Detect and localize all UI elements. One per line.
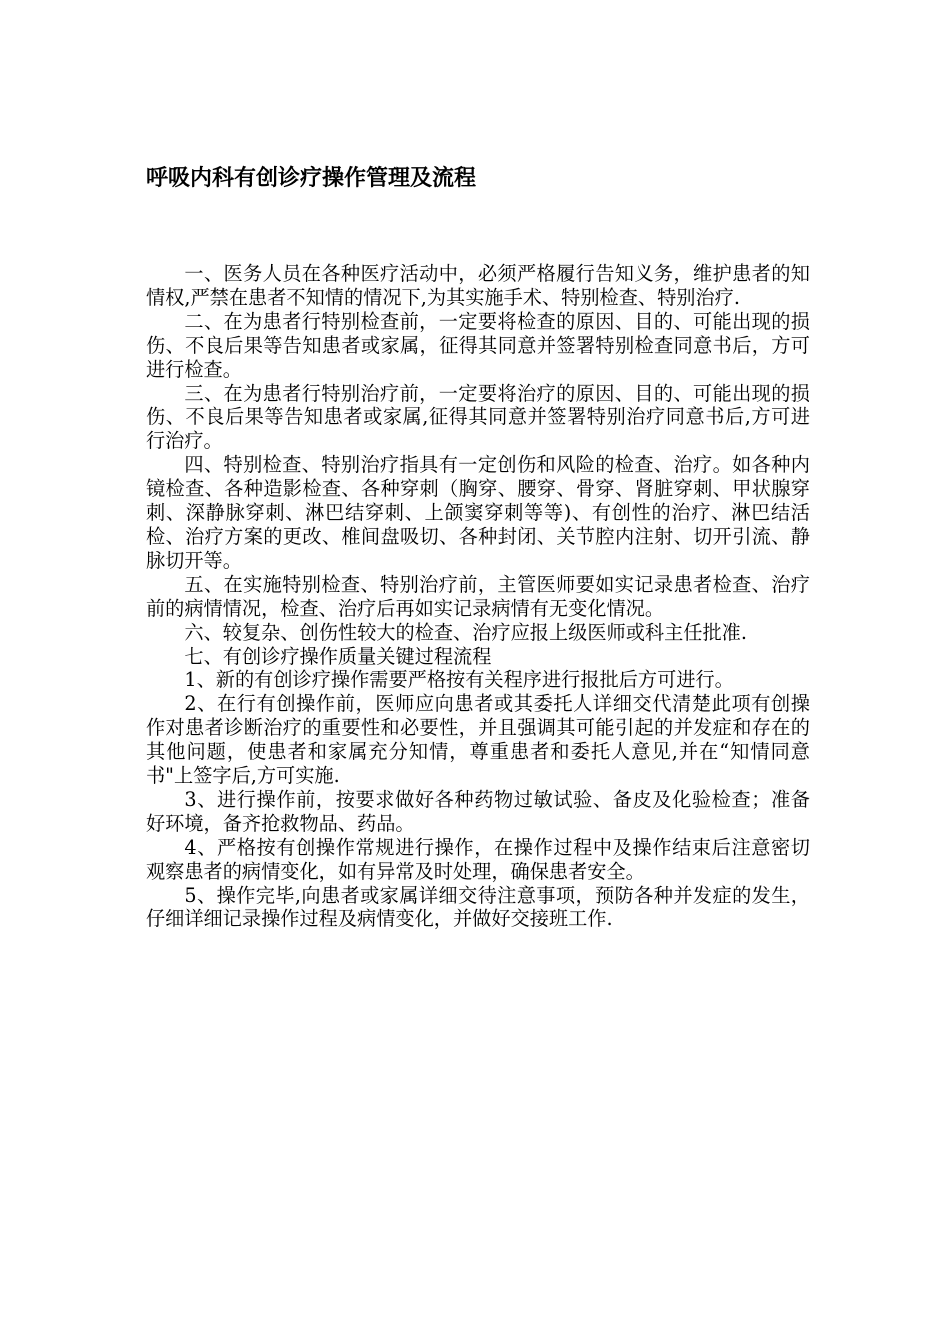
paragraph-7: 七、有创诊疗操作质量关键过程流程 [184, 644, 492, 668]
process-step-2: 2、在行有创操作前，医师应向患者或其委托人详细交代清楚此项有创操作对患者诊断治疗的重要性和必要性，并且强调其可能引起的并发症和存在的其他问题，使患者和家属充分知情，尊重患者和委托人意见,并在“知情同意书"上签字后,方可实施. [146, 692, 810, 788]
paragraph-6: 六、较复杂、创伤性较大的检查、治疗应报上级医师或科主任批准. [184, 620, 747, 644]
process-step-3: 3、进行操作前，按要求做好各种药物过敏试验、备皮及化验检查；准备好环境，备齐抢救物品、药品。 [146, 787, 810, 835]
document-body [146, 262, 810, 931]
paragraph-4: 四、特别检查、特别治疗指具有一定创伤和风险的检查、治疗。如各种内镜检查、各种造影检查、各种穿刺（胸穿、腰穿、骨穿、肾脏穿刺、甲状腺穿刺、深静脉穿刺、淋巴结穿刺、上颌窦穿刺等等)、有创性的治疗、淋巴结活检、治疗方案的更改、椎间盘吸切、各种封闭、关节腔内注射、切开引流、静脉切开等。 [146, 453, 810, 572]
paragraph-2: 二、在为患者行特别检查前，一定要将检查的原因、目的、可能出现的损伤、不良后果等告知患者或家属，征得其同意并签署特别检查同意书后，方可进行检查。 [146, 309, 810, 381]
process-step-5: 5、操作完毕,向患者或家属详细交待注意事项，预防各种并发症的发生，仔细详细记录操作过程及病情变化，并做好交接班工作. [146, 883, 810, 931]
process-step-4: 4、严格按有创操作常规进行操作，在操作过程中及操作结束后注意密切观察患者的病情变化，如有异常及时处理，确保患者安全。 [146, 835, 810, 883]
paragraph-5: 五、在实施特别检查、特别治疗前，主管医师要如实记录患者检查、治疗前的病情情况，检查、治疗后再如实记录病情有无变化情况。 [146, 572, 810, 620]
paragraph-3: 三、在为患者行特别治疗前，一定要将治疗的原因、目的、可能出现的损伤、不良后果等告知患者或家属,征得其同意并签署特别治疗同意书后,方可进行治疗。 [146, 381, 810, 453]
paragraph-1: 一、医务人员在各种医疗活动中，必须严格履行告知义务，维护患者的知情权,严禁在患者不知情的情况下,为其实施手术、特别检查、特别治疗. [146, 262, 810, 309]
process-step-1: 1、新的有创诊疗操作需要严格按有关程序进行报批后方可进行。 [184, 668, 734, 692]
document-title: 呼吸内科有创诊疗操作管理及流程 [146, 166, 477, 191]
